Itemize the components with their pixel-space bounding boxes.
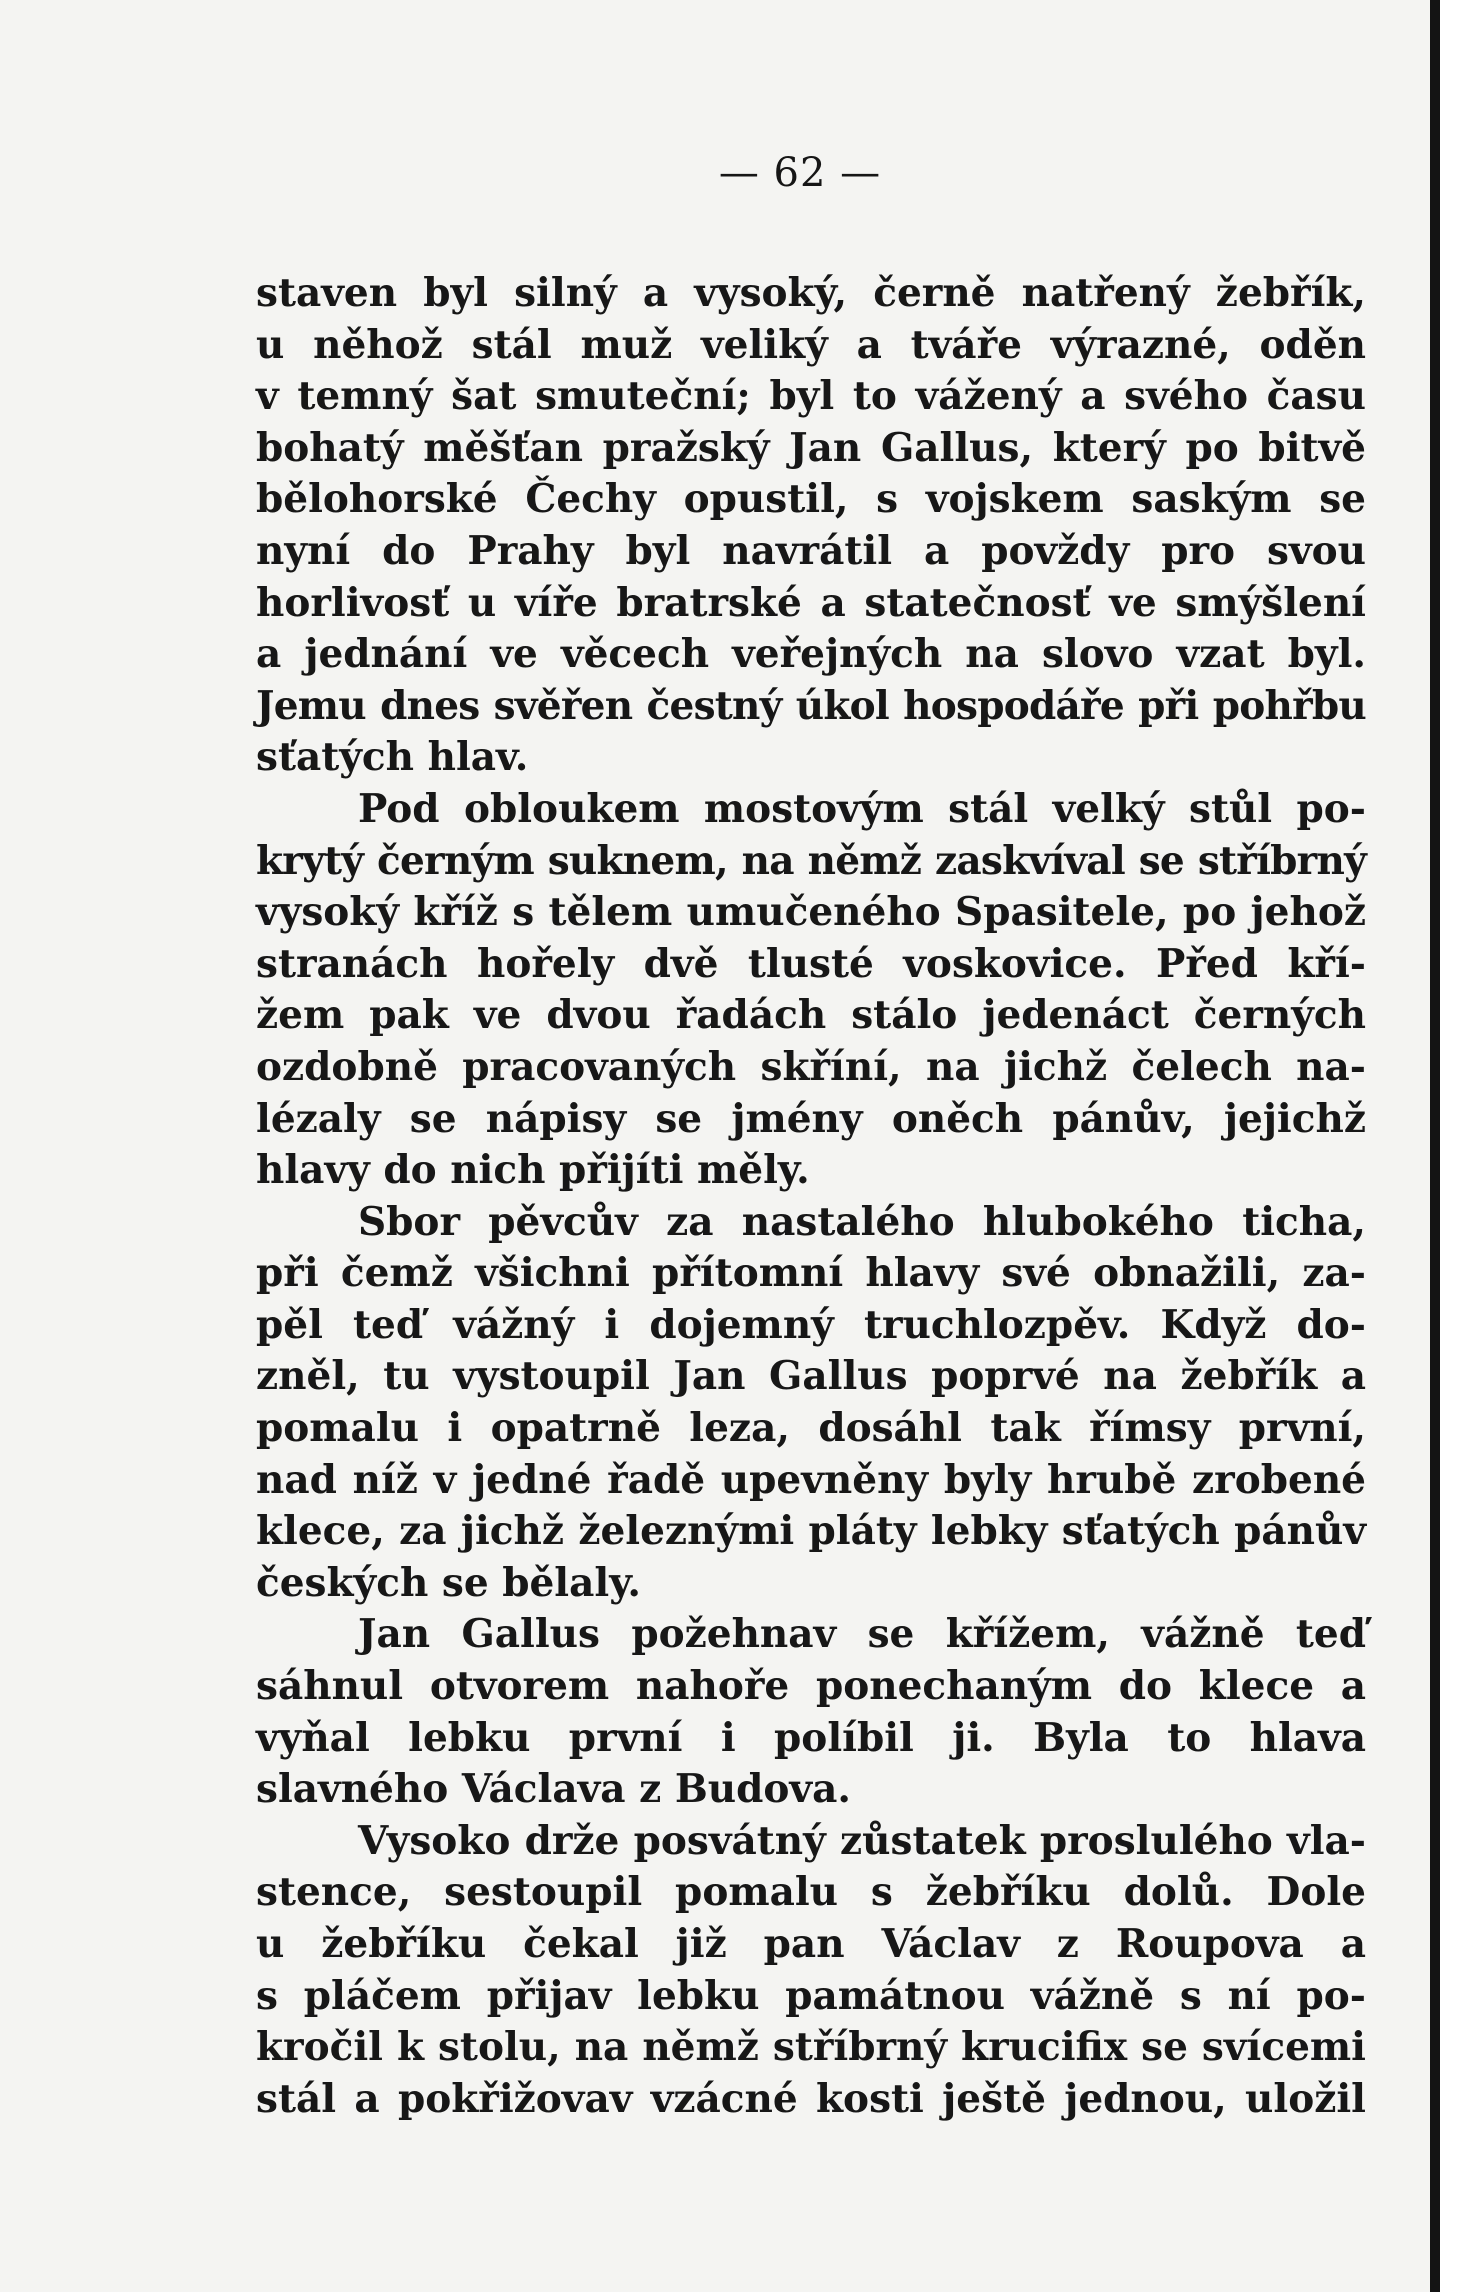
text-line: bělohorské Čechy opustil, s vojskem saským se (256, 476, 1366, 523)
text-line: u žebříku čekal již pan Václav z Roupova a (256, 1921, 1366, 1967)
text-line: bohatý měšťan pražský Jan Gallus, který po bitvě (256, 424, 1366, 471)
text-line: nad níž v jedné řadě upevněny byly hrubě zrobené (256, 1456, 1366, 1503)
text-line: pěl teď vážný i dojemný truchlozpěv. Když do- (256, 1301, 1366, 1348)
text-line: českých se bělaly. (256, 1559, 641, 1606)
text-line: Vysoko drže posvátný zůstatek proslulého vla- (358, 1817, 1366, 1864)
text-line: stence, sestoupil pomalu s žebříku dolů. Dole (256, 1869, 1366, 1916)
text-line: zněl, tu vystoupil Jan Gallus poprvé na žebřík a (256, 1353, 1366, 1400)
text-line: při čemž všichni přítomní hlavy své obnažili, za- (256, 1250, 1366, 1297)
text-line: kročil k stolu, na němž stříbrný krucifix se svícemi (256, 2024, 1366, 2071)
text-line: staven byl silný a vysoký, černě natřený žebřík, (256, 270, 1366, 316)
text-line: Jemu dnes svěřen čestný úkol hospodáře při pohřbu (256, 682, 1366, 729)
text-line: nyní do Prahy byl navrátil a povždy pro svou (256, 527, 1366, 574)
text-line: Sbor pěvcův za nastalého hlubokého ticha, (358, 1198, 1366, 1245)
text-line: a jednání ve věcech veřejných na slovo vzat byl. (256, 631, 1366, 678)
text-line: Pod obloukem mostovým stál velký stůl po- (358, 785, 1366, 832)
page-number: — 62 — (718, 150, 882, 196)
text-line: u něhož stál muž veliký a tváře výrazné, oděn (256, 321, 1366, 368)
text-line: stranách hořely dvě tlusté voskovice. Před kří- (256, 940, 1366, 987)
text-line: hlavy do nich přijíti měly. (256, 1147, 810, 1194)
text-line: stál a pokřižovav vzácné kosti ještě jednou, uložil (256, 2075, 1366, 2122)
text-line: ozdobně pracovaných skříní, na jichž čelech na- (256, 1043, 1366, 1090)
text-line: pomalu i opatrně leza, dosáhl tak římsy první, (256, 1405, 1366, 1452)
text-line: vyňal lebku první i políbil ji. Byla to hlava (256, 1714, 1366, 1761)
text-line: horlivosť u víře bratrské a statečnosť ve smýšlení (256, 579, 1366, 626)
text-line: vysoký kříž s tělem umučeného Spasitele, po jehož (256, 889, 1366, 936)
text-line: s pláčem přijav lebku památnou vážně s ní po- (256, 1972, 1366, 2019)
text-line: lézaly se nápisy se jmény oněch pánův, jejichž (256, 1095, 1366, 1142)
scan-margin (1440, 0, 1467, 2292)
text-line: Jan Gallus požehnav se křížem, vážně teď (358, 1611, 1366, 1658)
body-text (256, 268, 1366, 2125)
text-line: krytý černým suknem, na němž zaskvíval se stříbrný (256, 837, 1366, 884)
text-line: klece, za jichž železnými pláty lebky sťatých pánův (256, 1508, 1366, 1555)
text-line: žem pak ve dvou řadách stálo jedenáct černých (256, 992, 1366, 1039)
text-line: sáhnul otvorem nahoře ponechaným do klece a (256, 1663, 1366, 1710)
text-line: sťatých hlav. (256, 734, 529, 781)
text-line: slavného Václava z Budova. (256, 1766, 851, 1813)
text-line: v temný šat smuteční; byl to vážený a svého času (256, 373, 1366, 420)
